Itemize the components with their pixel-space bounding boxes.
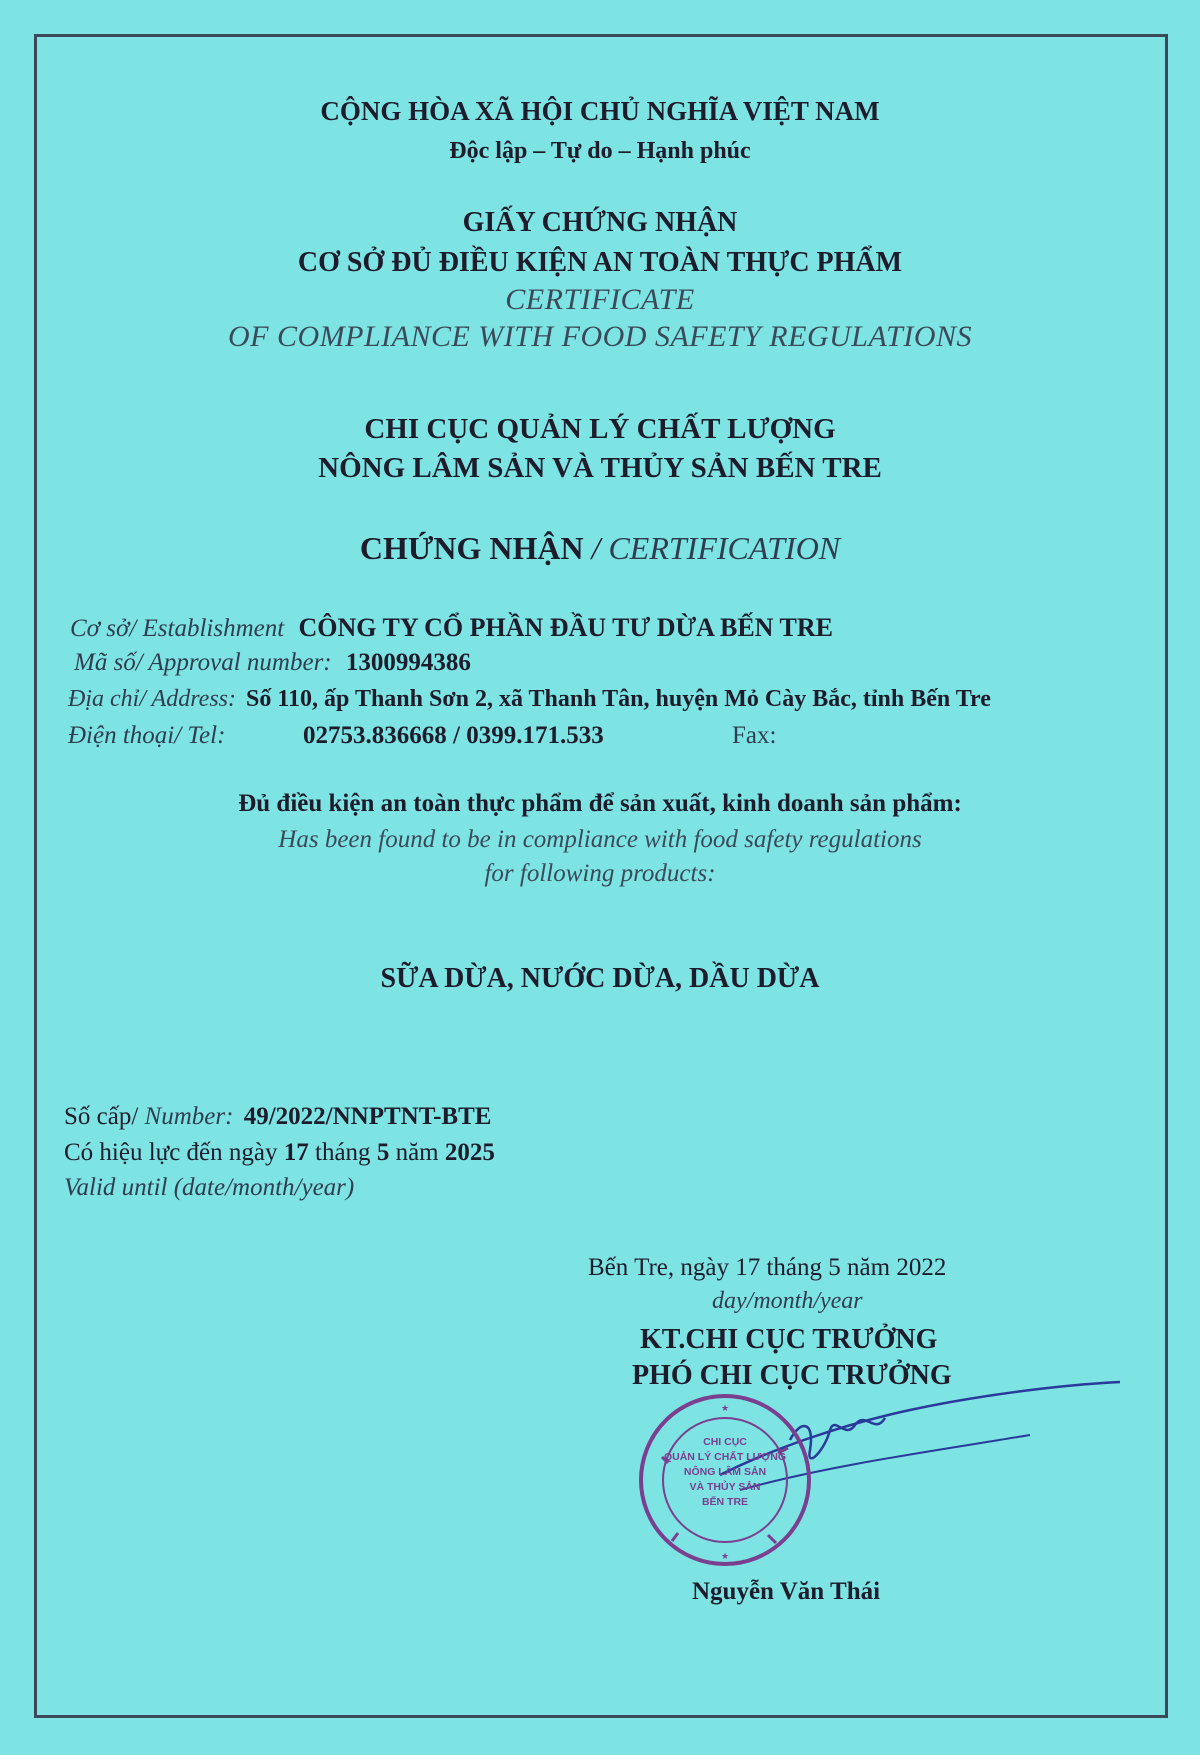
phone-row — [68, 722, 777, 750]
signatory-title-2: PHÓ CHI CỤC TRƯỞNG — [632, 1360, 952, 1391]
stamp-text — [663, 1435, 787, 1510]
official-stamp — [638, 1393, 812, 1567]
certificate-title-en-2: OF COMPLIANCE WITH FOOD SAFETY REGULATIONS — [227, 320, 973, 353]
authority-line-1: CHI CỤC QUẢN LÝ CHẤT LƯỢNG — [364, 413, 836, 445]
fax-label: Fax: — [732, 722, 777, 749]
signatory-title-1: KT.CHI CỤC TRƯỞNG — [640, 1324, 938, 1355]
certificate-title-vi-1: GIẤY CHỨNG NHẬN — [462, 207, 738, 238]
stamp-line: VÀ THỦY SẢN — [689, 1481, 761, 1493]
country-name: CỘNG HÒA XÃ HỘI CHỦ NGHĨA VIỆT NAM — [320, 96, 880, 126]
certificate-title-en-1: CERTIFICATE — [505, 283, 695, 316]
issue-date-format: day/month/year — [712, 1288, 863, 1314]
compliance-vi: Đủ điều kiện an toàn thực phẩm để sản xuất, kinh doanh sản phẩm: — [238, 790, 962, 817]
authority-line-2: NÔNG LÂM SẢN VÀ THỦY SẢN BẾN TRE — [318, 452, 882, 484]
certification-separator: / — [583, 530, 609, 566]
address-label: Địa chỉ/ Address: — [68, 686, 236, 712]
approval-value: 1300994386 — [345, 649, 471, 676]
stamp-line: BẾN TRE — [701, 1496, 749, 1508]
address-value: Số 110, ấp Thanh Sơn 2, xã Thanh Tân, huyện Mỏ Cày Bắc, tỉnh Bến Tre — [246, 686, 991, 712]
compliance-en-2: for following products: — [484, 860, 716, 887]
certification-heading — [0, 530, 1200, 567]
svg-text:★: ★ — [720, 1403, 730, 1413]
stamp-line: NÔNG LÂM SẢN — [683, 1466, 767, 1478]
stamp-line: QUẢN LÝ CHẤT LƯỢNG — [663, 1451, 787, 1463]
compliance-en-1: Has been found to be in compliance with food safety regulations — [278, 826, 922, 853]
validity-year-word: năm — [395, 1139, 439, 1166]
validity-prefix: Có hiệu lực đến ngày — [64, 1139, 278, 1166]
number-row — [64, 1103, 491, 1131]
number-label-vi: Số cấp/ — [64, 1103, 139, 1130]
validity-day: 17 — [283, 1139, 309, 1166]
stamp-line: CHI CỤC — [703, 1436, 747, 1448]
validity-month-word: tháng — [315, 1139, 371, 1166]
signatory-name: Nguyễn Văn Thái — [692, 1578, 881, 1605]
validity-year: 2025 — [444, 1139, 495, 1166]
validity-month: 5 — [376, 1139, 390, 1166]
validity-row — [64, 1139, 495, 1167]
certification-en: CERTIFICATION — [608, 530, 841, 566]
phone-label: Điện thoại/ Tel: — [68, 722, 226, 749]
number-label-en: Number: — [144, 1103, 234, 1130]
validity-en: Valid until (date/month/year) — [64, 1174, 355, 1201]
establishment-row — [70, 613, 833, 643]
approval-row — [74, 649, 471, 677]
certification-vi: CHỨNG NHẬN — [359, 530, 584, 566]
national-motto: Độc lập – Tự do – Hạnh phúc — [449, 138, 751, 164]
address-row — [68, 686, 991, 713]
products: SỮA DỪA, NƯỚC DỪA, DẦU DỪA — [380, 963, 820, 994]
issue-place-date: Bến Tre, ngày 17 tháng 5 năm 2022 — [588, 1254, 947, 1281]
certificate-title-vi-2: CƠ SỞ ĐỦ ĐIỀU KIỆN AN TOÀN THỰC PHẨM — [297, 247, 903, 278]
phone-value: 02753.836668 / 0399.171.533 — [303, 722, 604, 749]
establishment-label: Cơ sở/ Establishment — [70, 615, 285, 642]
approval-label: Mã số/ Approval number: — [74, 649, 332, 676]
svg-text:★: ★ — [720, 1551, 730, 1561]
number-value: 49/2022/NNPTNT-BTE — [243, 1103, 492, 1130]
establishment-value: CÔNG TY CỔ PHẦN ĐẦU TƯ DỪA BẾN TRE — [298, 613, 833, 642]
